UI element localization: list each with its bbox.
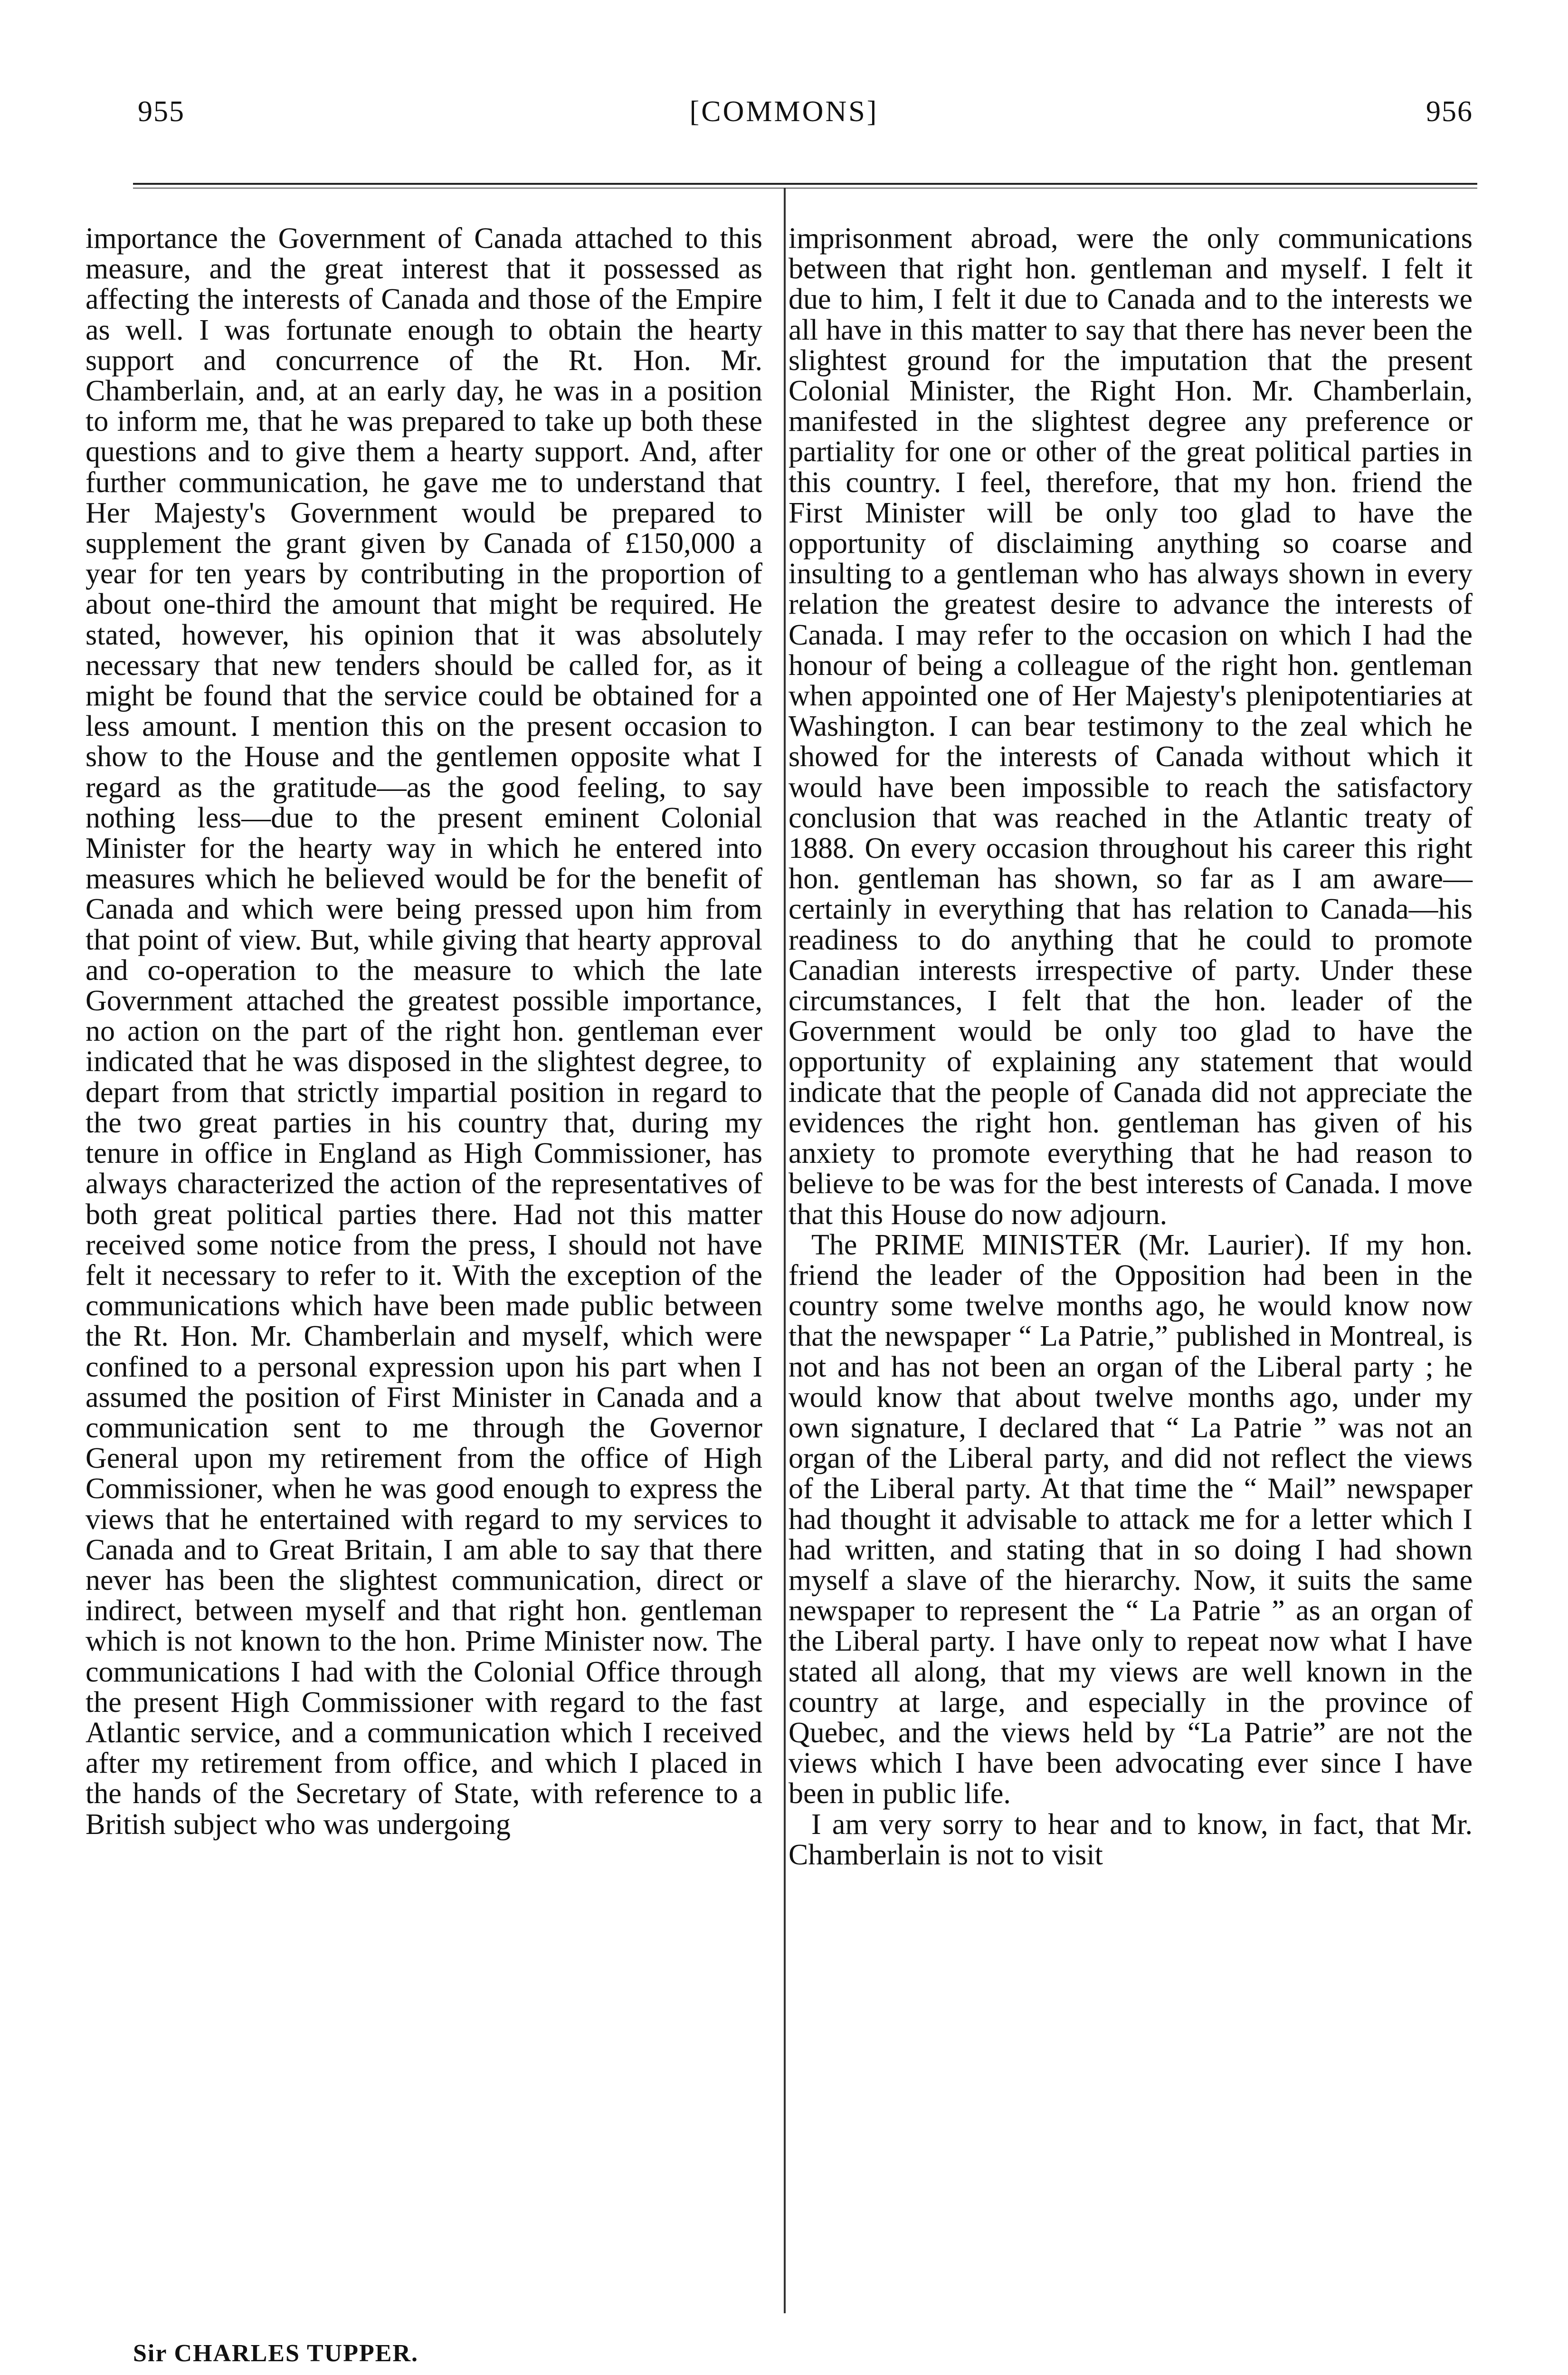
right-paragraph-1: imprisonment abroad, were the only communications between that right hon. gentleman and myself. I felt it due to him, I felt it due to Canada and to the interests we all have in this matter to say that there has never been the slightest ground for the imputation that the present Colonial Minister, the Right Hon. Mr. Chamberlain, manifested in the slightest degree any preference or partiality for one or other of the great political parties in this country. I feel, therefore, that my hon. friend the First Minister will be only too glad to have the opportunity of disclaiming anything so coarse and insulting to a gentleman who has always shown in every relation the greatest desire to advance the interests of Canada. I may refer to the occasion on which I had the honour of being a colleague of the right hon. gentleman when appointed one of Her Majesty's plenipotentiaries at Washington. I can bear testimony to the zeal which he showed for the interests of Canada without which it would have been impossible to reach the satisfactory conclusion that was reached in the Atlantic treaty of 1888. On every occasion throughout his career this right hon. gentleman has shown, so far as I am aware—certainly in everything that has relation to Canada—his readiness to do anything that he could to promote Canadian interests irrespective of party. Under these circumstances, I felt that the hon. leader of the Government would be only too glad to have the opportunity of explaining any statement that would indicate that the people of Canada did not appreciate the evidences the right hon. gentleman has given of his anxiety to promote everything that he had reason to believe to be was for the best interests of Canada. I move that this House do now adjourn. xyxy=(789,222,1473,1231)
header-rule xyxy=(133,183,1477,189)
right-page-number: 956 xyxy=(1426,95,1473,128)
footer-speaker-name: Sir CHARLES TUPPER. xyxy=(133,2340,418,2367)
page-header-title: [COMMONS] xyxy=(689,95,879,128)
left-paragraph-1: importance the Government of Canada attached to this measure, and the great interest that it possessed as affecting the interests of Canada and those of the Empire as well. I was fortunate enough to obtain the hearty support and concurrence of the Rt. Hon. Mr. Chamberlain, and, at an early day, he was in a position to inform me, that he was prepared to take up both these questions and to give them a hearty support. And, after further communication, he gave me to understand that Her Majesty's Government would be prepared to supplement the grant given by Canada of £150,000 a year for ten years by contributing in the proportion of about one-third the amount that might be required. He stated, however, his opinion that it was absolutely necessary that new tenders should be called for, as it might be found that the service could be obtained for a less amount. I mention this on the present occasion to show to the House and the gentlemen opposite what I regard as the gratitude—as the good feeling, to say nothing less—due to the present eminent Colonial Minister for the hearty way in which he entered into measures which he believed would be for the benefit of Canada and which were being pressed upon him from that point of view. But, while giving that hearty approval and co-operation to the measure to which the late Government attached the greatest possible importance, no action on the part of the right hon. gentleman ever indicated that he was disposed in the slightest degree, to depart from that strictly impartial position in regard to the two great parties in his country that, during my tenure in office in England as High Commissioner, has always characterized the action of the representatives of both great political parties there. Had not this matter received some notice from the press, I should not have felt it necessary to refer to it. With the exception of the communications which have been made public between the Rt. Hon. Mr. Chamberlain and myself, which were confined to a personal expression upon his part when I assumed the position of First Minister in Canada and a communication sent to me through the Governor General upon my retirement from the office of High Commissioner, when he was good enough to express the views that he entertained with regard to my services to Canada and to Great Britain, I am able to say that there never has been the slightest communication, direct or indirect, between myself and that right hon. gentleman which is not known to the hon. Prime Minister now. The communications I had with the Colonial Office through the present High Commissioner with regard to the fast Atlantic service, and a communication which I received after my retirement from office, and which I placed in the hands of the Secretary of State, with reference to a British subject who was undergoing xyxy=(86,222,762,1841)
right-paragraph-2: The PRIME MINISTER (Mr. Laurier). If my hon. friend the leader of the Opposition had been in the country some twelve months ago, he would know now that the newspaper “ La Patrie,” published in Montreal, is not and has not been an organ of the Liberal party ; he would know that about twelve months ago, under my own signature, I declared that “ La Patrie ” was not an organ of the Liberal party, and did not reflect the views of the Liberal party. At that time the “ Mail” newspaper had thought it advisable to attack me for a letter which I had written, and stating that in so doing I had shown myself a slave of the hierarchy. Now, it suits the same newspaper to represent the “ La Patrie ” as an organ of the Liberal party. I have only to repeat now what I have stated all along, that my views are well known in the country at large, and especially in the province of Quebec, and the views held by “La Patrie” are not the views which I have been advocating ever since I have been in public life. xyxy=(789,1228,1473,1810)
left-page-number: 955 xyxy=(138,95,185,128)
right-paragraph-3: I am very sorry to hear and to know, in fact, that Mr. Chamberlain is not to visit xyxy=(789,1808,1473,1871)
left-column xyxy=(86,223,762,1840)
right-column xyxy=(789,223,1473,1870)
column-divider xyxy=(784,188,786,2313)
